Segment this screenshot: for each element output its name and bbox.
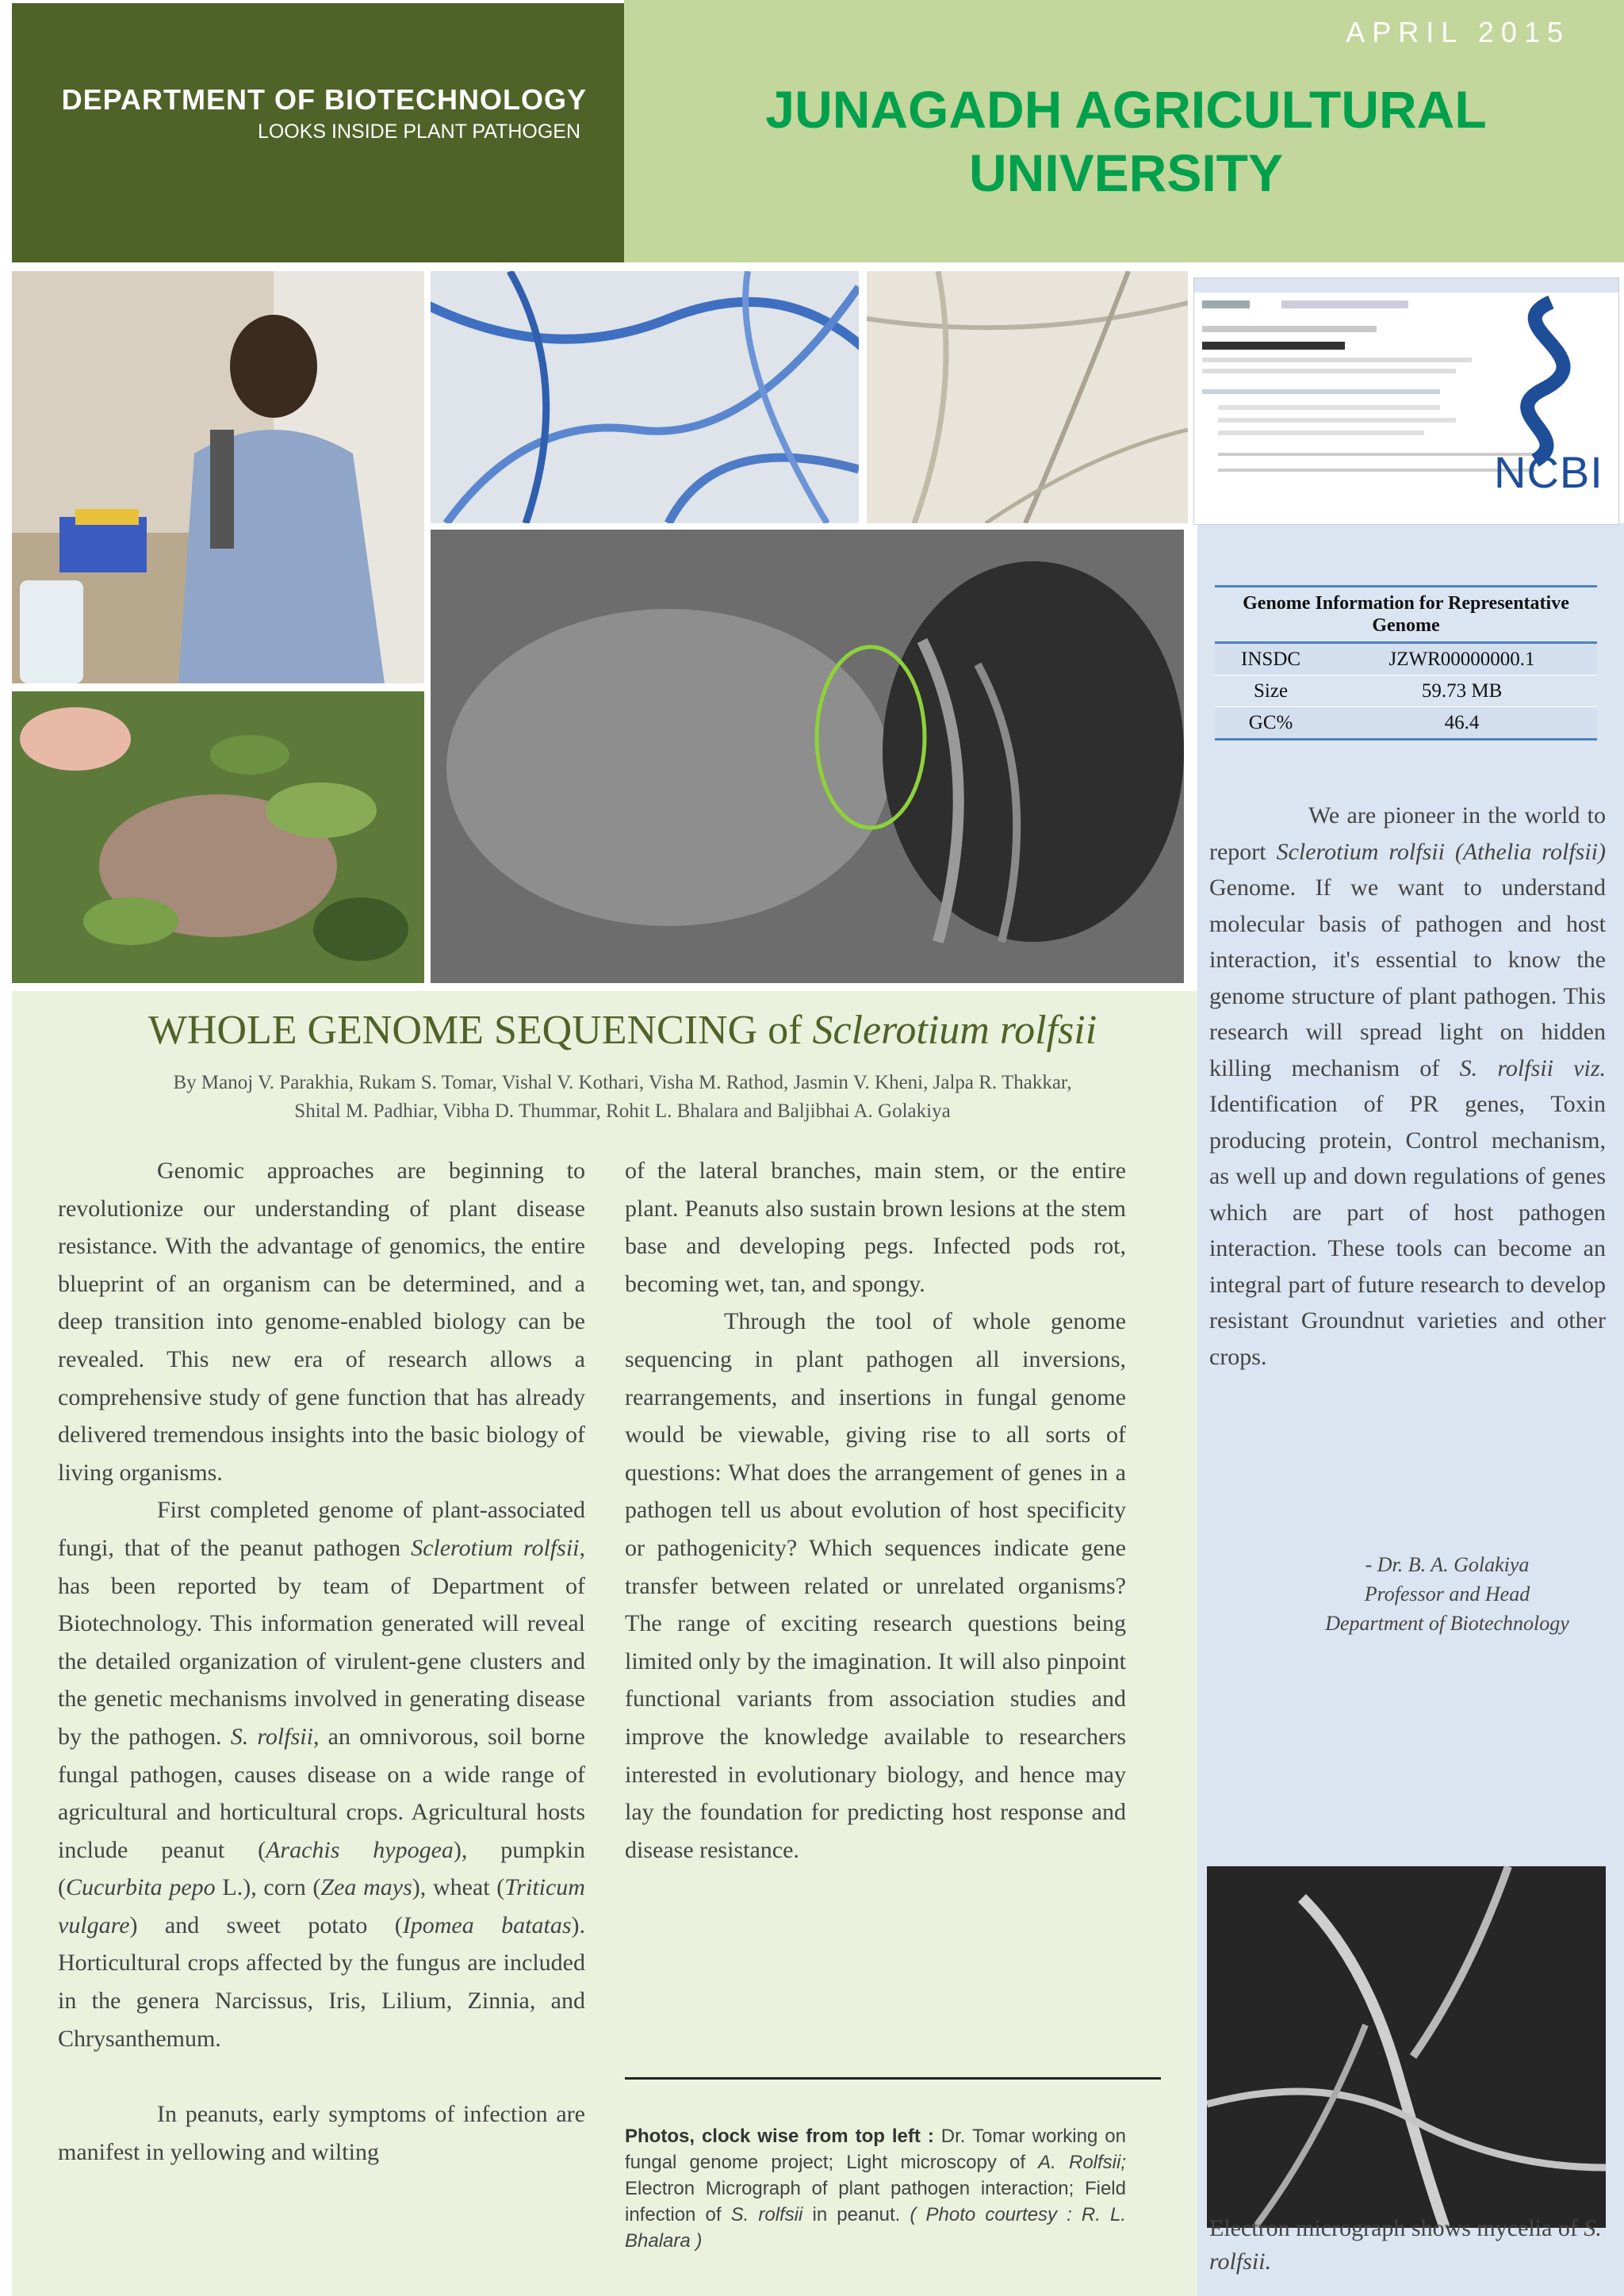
authors-line2: Shital M. Padhiar, Vibha D. Thummar, Rohit L. Bhalara and Baljibhai A. Golakiya [294, 1100, 951, 1122]
mycelia-illustration [1207, 1866, 1606, 2228]
table-cell-label: Size [1215, 675, 1327, 707]
photo-scientist-microscope [12, 271, 424, 683]
university-name-line1: JUNAGADH AGRICULTURAL [765, 80, 1487, 139]
department-tagline: LOOKS INSIDE PLANT PATHOGEN [257, 121, 580, 143]
table-cell-label: GC% [1215, 707, 1327, 740]
genome-table-title: Genome Information for Representative Genome [1243, 593, 1569, 636]
paragraph: In peanuts, early symptoms of infection are manifest in yellowing and wilting [58, 2101, 585, 2165]
title-species: Sclerotium rolfsii [812, 1008, 1097, 1053]
article-title [95, 1007, 1150, 1054]
photo-scientist-illustration [12, 271, 424, 683]
paragraph: of the lateral branches, main stem, or the entire plant. Peanuts also sustain brown lesions at the stem base and developing pegs. Infected pods rot, becoming wet, tan, and spongy. [625, 1158, 1126, 1297]
department-name: DEPARTMENT OF BIOTECHNOLOGY [61, 83, 587, 116]
issue-date: APRIL 2015 [1346, 16, 1570, 48]
table-row [1215, 643, 1597, 675]
signature-department: Department of Biotechnology [1325, 1612, 1569, 1635]
article-column-2 [625, 1152, 1126, 1869]
photo-electron-micrograph-interaction [431, 530, 1184, 983]
paragraph: Genomic approaches are beginning to revolutionize our understanding of plant disease resistance. With the advantage of genomics, the entire blueprint of an organism can be determined, and a deep transition into genome-enabled biology can be revealed. This new era of research allows a comprehensive study of gene function that has already delivered tremendous insights into the basic biology of living organisms. [58, 1158, 585, 1486]
photo-leaves-illustration [12, 691, 424, 983]
photo-caption: Photos, clock wise from top left : Dr. Tomar working on fungal genome project; Light microscopy of A. Rolfsii; Electron Micrograph of plant pathogen interaction; Field infection of S. rolfsii in peanut. ( Photo courtesy : R. L. Bhalara ) [625, 2126, 1127, 2252]
photo-field-infection-peanut [12, 691, 424, 983]
signature-name: - Dr. B. A. Golakiya [1365, 1553, 1530, 1576]
genome-info-table [1215, 585, 1597, 740]
sidebar-text: We are pioneer in the world to report Sclerotium rolfsii (Athelia rolfsii) Genome. If we want to understand molecular basis of pathogen and host interaction, it's essential to know the genome structure of plant pathogen. This research will spread light on hidden killing mechanism of S. rolfsii viz. Identification of PR genes, Toxin producing protein, Control mechanism, as well up and down regulations of genes which are part of host pathogen interaction. These tools can become an integral part of future research to develop resistant Groundnut varieties and other crops. [1209, 802, 1606, 1370]
photo-mycelia-micrograph [1207, 1866, 1606, 2228]
signature-title: Professor and Head [1364, 1582, 1530, 1605]
table-cell-value: JZWR00000000.1 [1327, 643, 1597, 675]
photo-hyphae-illustration [867, 271, 1188, 523]
authors-line1: By Manoj V. Parakhia, Rukam S. Tomar, Vishal V. Kothari, Visha M. Rathod, Jasmin V. Kheni, Jalpa R. Thakkar, [173, 1072, 1072, 1093]
table-cell-value: 59.73 MB [1327, 675, 1597, 707]
university-name-line2: UNIVERSITY [968, 144, 1284, 202]
photo-light-microscopy [431, 271, 859, 523]
title-prefix: WHOLE GENOME SEQUENCING of [147, 1008, 813, 1053]
paragraph: First completed genome of plant-associated fungi, that of the peanut pathogen Sclerotium rolfsii, has been reported by team of Department of Biotechnology. This information generated will reveal the detailed organization of virulent-gene clusters and the genetic mechanisms involved in generating disease by the pathogen. S. rolfsii, an omnivorous, soil borne fungal pathogen, causes disease on a wide range of agricultural and horticultural crops. Agricultural hosts include peanut (Arachis hypogea), pumpkin (Cucurbita pepo L.), corn (Zea mays), wheat (Triticum vulgare) and sweet potato (Ipomea batatas). Horticultural crops affected by the fungus are included in the genera Narcissus, Iris, Lilium, Zinnia, and Chrysanthemum. [58, 1497, 585, 2052]
caption-divider [625, 2077, 1161, 2080]
article-column-1 [58, 1152, 585, 2171]
screenshot-ncbi-genome [1193, 277, 1619, 525]
table-row [1215, 707, 1597, 740]
ncbi-logo: NCBI [1494, 447, 1603, 497]
photo-fungal-hyphae [867, 271, 1188, 523]
article-authors [95, 1069, 1150, 1126]
table-cell-value: 46.4 [1327, 707, 1597, 740]
table-row [1215, 675, 1597, 707]
paragraph: Through the tool of whole genome sequencing in plant pathogen all inversions, rearrangements, and insertions in fungal genome would be viewable, giving rise to all sorts of questions: What does the arrangement of genes in a pathogen tell us about evolution of host specificity or pathogenicity? Which sequences indicate gene transfer between related or unrelated organisms? The range of exciting research questions being limited only by the imagination. It will also pinpoint functional variants from association studies and improve the knowledge available to researchers interested in evolutionary biology, and hence may lay the foundation for predicting host response and disease resistance. [625, 1308, 1126, 1863]
mycelia-caption: Electron micrograph shows mycelia of S. rolfsii. [1209, 2215, 1602, 2275]
table-cell-label: INSDC [1215, 643, 1327, 675]
sem-illustration [431, 530, 1184, 983]
photo-blue-hyphae-illustration [431, 271, 859, 523]
signature [1285, 1550, 1610, 1638]
